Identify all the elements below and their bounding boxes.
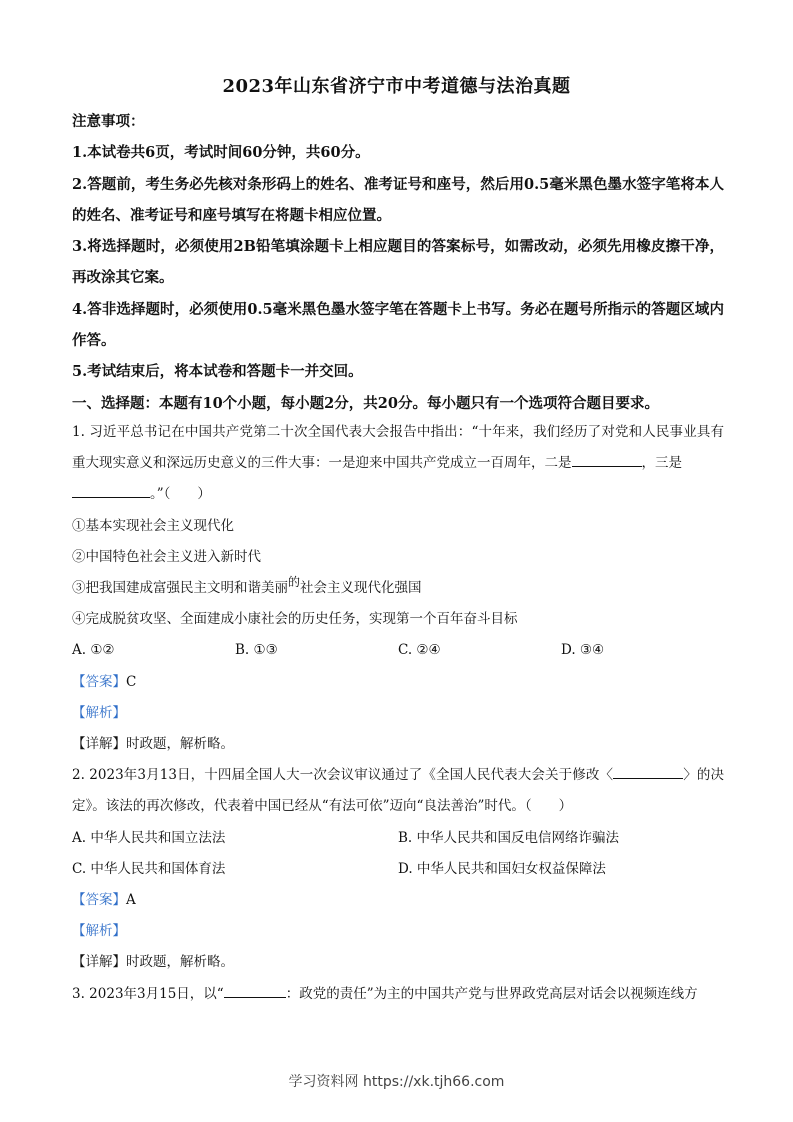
option-a: A. 中华人民共和国立法法 — [72, 829, 226, 846]
answer-blank — [572, 452, 642, 467]
answer-blank — [613, 764, 683, 779]
answer-blank — [224, 983, 286, 998]
question-3-stem: 3. 2023年3月15日，以“ ：政党的责任”为主的中国共产党与世界政党高层对话会以视频连线方 — [72, 979, 724, 1010]
question-2-options — [72, 823, 724, 854]
detail-line: 【详解】时政题，解析略。 — [72, 736, 234, 753]
section-heading: 一、选择题：本题有10个小题，每小题2分，共20分。每小题只有一个选项符合题目要求。 — [72, 394, 659, 412]
answer-value: A — [126, 892, 136, 909]
questions — [72, 417, 724, 1010]
option-c: C. 中华人民共和国体育法 — [72, 860, 226, 877]
question-1-item: ②中国特色社会主义进入新时代 — [72, 548, 261, 565]
option-c: C. ②④ — [398, 642, 441, 659]
question-1-item: ③把我国建成富强民主文明和谐美丽的社会主义现代化强国 — [72, 575, 422, 597]
note-item: 5.考试结束后，将本试卷和答题卡一并交回。 — [72, 363, 363, 381]
question-2-stem: 2. 2023年3月13日，十四届全国人大一次会议审议通过了《全国人民代表大会关于修改〈 〉的决定》。该法的再次修改，代表着中国已经从“有法可依”迈向“良法善治”时代。（ ） — [72, 760, 724, 822]
answer-value: C — [126, 673, 137, 690]
question-1-item: ④完成脱贫攻坚、全面建成小康社会的历史任务，实现第一个百年奋斗目标 — [72, 611, 518, 628]
notes-heading: 注意事项： — [72, 113, 145, 130]
option-a: A. ①② — [72, 642, 115, 659]
note-item: 2.答题前，考生务必先核对条形码上的姓名、准考证号和座号，然后用0.5毫米黑色墨水签字笔将本人的姓名、准考证号和座号填写在将题卡相应位置。 — [72, 175, 724, 224]
question-2-options — [72, 854, 724, 885]
answer-line — [72, 667, 724, 698]
detail-tag: 【详解】 — [72, 954, 126, 971]
analysis-tag: 【解析】 — [72, 923, 126, 940]
answer-tag: 【答案】 — [72, 673, 126, 690]
note-item: 1.本试卷共6页，考试时间60分钟，共60分。 — [72, 144, 370, 162]
answer-line — [72, 885, 724, 916]
option-d: D. 中华人民共和国妇女权益保障法 — [398, 860, 606, 877]
question-1-item: ①基本实现社会主义现代化 — [72, 517, 234, 534]
page-title: 2023年山东省济宁市中考道德与法治真题 — [222, 76, 571, 97]
answer-blank — [72, 483, 150, 498]
question-1-stem: 1. 习近平总书记在中国共产党第二十次全国代表大会报告中指出：“十年来，我们经历了对党和人民事业具有重大现实意义和深远历史意义的三件大事：一是迎来中国共产党成立一百周年，二是 ，三是 。”（ ） — [72, 424, 724, 503]
footer-watermark: 学习资料网 https://xk.tjh66.com — [288, 1074, 505, 1090]
analysis-tag: 【解析】 — [72, 704, 126, 721]
note-item: 4.答非选择题时，必须使用0.5毫米黑色墨水签字笔在答题卡上书写。务必在题号所指示的答题区域内作答。 — [72, 300, 724, 350]
note-item: 3.将选择题时，必须使用2B铅笔填涂题卡上相应题目的答案标号，如需改动，必须先用橡皮擦干净，再改涂其它案。 — [72, 238, 724, 287]
detail-tag: 【详解】 — [72, 736, 126, 753]
detail-line: 【详解】时政题，解析略。 — [72, 954, 234, 971]
exam-notes — [72, 106, 724, 419]
question-1-options — [72, 635, 724, 666]
option-b: B. 中华人民共和国反电信网络诈骗法 — [398, 829, 620, 846]
answer-tag: 【答案】 — [72, 892, 126, 909]
option-b: B. ①③ — [235, 642, 278, 659]
option-d: D. ③④ — [561, 642, 605, 659]
